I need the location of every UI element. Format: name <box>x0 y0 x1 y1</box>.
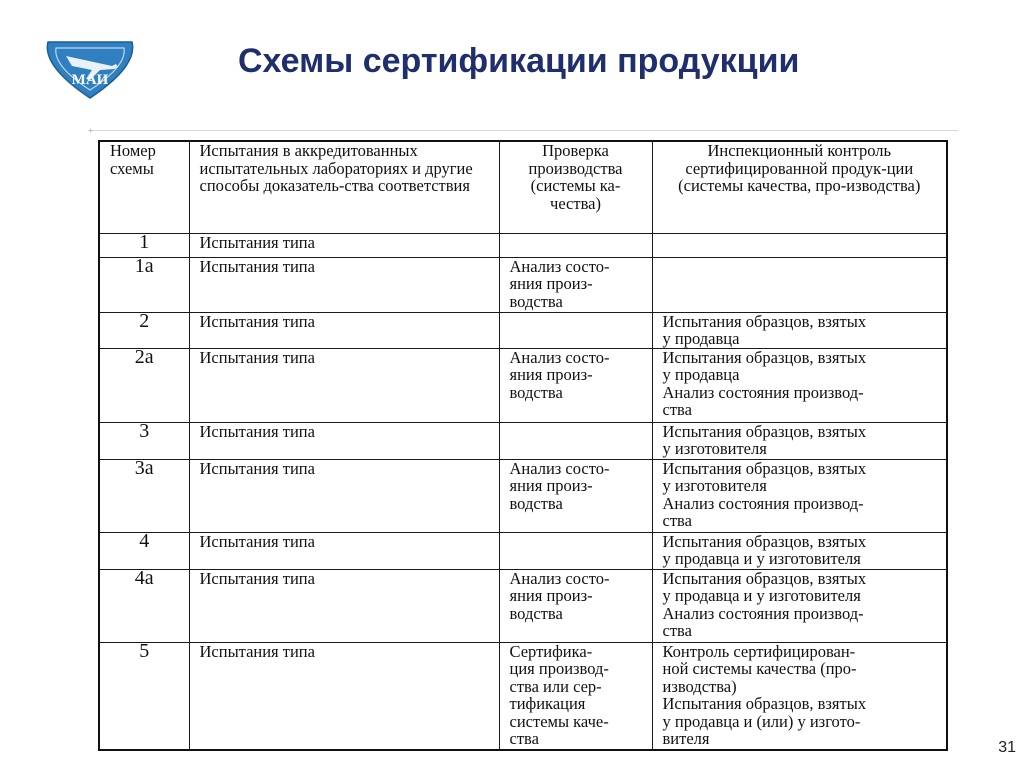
page-title: Схемы сертификации продукции <box>238 42 800 80</box>
tests-cell: Испытания типа <box>189 233 499 257</box>
cell-line: ства <box>662 621 692 640</box>
table-row <box>99 459 947 532</box>
cell-line: ция производ- <box>509 659 609 678</box>
certification-schemes-table <box>98 140 948 751</box>
cell-line: вителя <box>662 729 710 748</box>
table-row <box>99 569 947 642</box>
header-production-check: Проверка производства (системы ка-чества) <box>499 141 652 233</box>
table-row <box>99 312 947 348</box>
tests-cell: Испытания типа <box>189 348 499 422</box>
svg-text:МАИ: МАИ <box>71 72 109 88</box>
table-row <box>99 348 947 422</box>
production-check-cell <box>499 569 652 642</box>
scheme-number-cell: 3 <box>99 422 189 459</box>
cell-line: Испытания образцов, взятых <box>662 421 867 441</box>
cell-line: Контроль сертифицирован- <box>662 641 856 661</box>
table-row <box>99 532 947 569</box>
inspection-cell <box>652 569 947 642</box>
tests-cell: Испытания типа <box>189 569 499 642</box>
scheme-number-cell: 3a <box>99 459 189 532</box>
scheme-number-cell: 2a <box>99 348 189 422</box>
cell-line: Анализ состояния производ- <box>662 603 864 623</box>
cell-line: яния произ- <box>509 586 593 605</box>
cell-line: водства <box>509 382 563 402</box>
cell-line: у продавца и (или) у изгото- <box>662 711 861 731</box>
cell-line: у продавца <box>662 329 740 348</box>
tests-cell: Испытания типа <box>189 532 499 569</box>
inspection-cell <box>652 348 947 422</box>
table-row <box>99 233 947 257</box>
cell-line: Испытания образцов, взятых <box>662 458 867 478</box>
cell-line: ства или сер- <box>509 676 602 696</box>
table-row <box>99 257 947 312</box>
scheme-number-cell: 1 <box>99 233 189 257</box>
cell-line: Анализ состо- <box>509 458 610 478</box>
anchor-mark: + <box>88 126 94 136</box>
production-check-cell <box>499 422 652 459</box>
cell-line: у изготовителя <box>662 439 767 458</box>
cell-line: Сертифика- <box>509 641 593 661</box>
cell-line: Испытания образцов, взятых <box>662 568 867 588</box>
cell-line: системы каче- <box>509 711 609 731</box>
cell-line: Анализ состояния производ- <box>662 382 864 402</box>
tests-cell: Испытания типа <box>189 459 499 532</box>
cell-line: ства <box>662 400 692 419</box>
production-check-cell <box>499 233 652 257</box>
inspection-cell <box>652 422 947 459</box>
inspection-cell <box>652 642 947 750</box>
divider <box>88 130 958 131</box>
cell-line: у изготовителя <box>662 476 767 495</box>
scheme-number-cell: 2 <box>99 312 189 348</box>
cell-line: Анализ состо- <box>509 347 610 367</box>
cell-line: тификация <box>509 694 586 713</box>
cell-line: Анализ состо- <box>509 568 610 588</box>
inspection-cell <box>652 459 947 532</box>
cell-line: ства <box>509 729 539 748</box>
production-check-cell <box>499 642 652 750</box>
header-inspection: Инспекционный контроль сертифицированной продук-ции (системы качества, про-изводства) <box>652 141 947 233</box>
cell-line: изводства) <box>662 676 737 696</box>
tests-cell: Испытания типа <box>189 312 499 348</box>
cell-line: водства <box>509 603 563 623</box>
table-header-row <box>99 141 947 233</box>
scheme-number-cell: 1a <box>99 257 189 312</box>
cell-line: у продавца и у изготовителя <box>662 549 861 568</box>
cell-line: водства <box>509 493 563 513</box>
cell-line: водства <box>509 291 563 311</box>
production-check-cell <box>499 532 652 569</box>
inspection-cell <box>652 532 947 569</box>
cell-line: яния произ- <box>509 365 593 384</box>
cell-line: яния произ- <box>509 274 593 293</box>
scheme-number-cell: 4a <box>99 569 189 642</box>
inspection-cell <box>652 233 947 257</box>
cell-line: Испытания образцов, взятых <box>662 531 867 551</box>
header-tests: Испытания в аккредитованных испытательных лабораториях и другие способы доказатель-ства соответствия <box>189 141 499 233</box>
cell-line: у продавца <box>662 365 740 384</box>
cell-line: Испытания образцов, взятых <box>662 694 867 713</box>
cell-line: Анализ состо- <box>509 256 610 276</box>
cell-line: Испытания образцов, взятых <box>662 347 867 367</box>
mai-logo <box>42 36 138 100</box>
inspection-cell <box>652 257 947 312</box>
cell-line: у продавца и у изготовителя <box>662 586 861 605</box>
tests-cell: Испытания типа <box>189 642 499 750</box>
cell-line: яния произ- <box>509 476 593 495</box>
table-row <box>99 642 947 750</box>
cell-line: ной системы качества (про- <box>662 659 857 678</box>
production-check-cell <box>499 348 652 422</box>
page-number: 31 <box>998 739 1016 756</box>
scheme-number-cell: 4 <box>99 532 189 569</box>
header-number: Номер схемы <box>99 141 189 233</box>
cell-line: Анализ состояния производ- <box>662 493 864 513</box>
scheme-number-cell: 5 <box>99 642 189 750</box>
production-check-cell <box>499 459 652 532</box>
tests-cell: Испытания типа <box>189 257 499 312</box>
inspection-cell <box>652 312 947 348</box>
cell-line: Испытания образцов, взятых <box>662 311 867 331</box>
production-check-cell <box>499 257 652 312</box>
table-row <box>99 422 947 459</box>
tests-cell: Испытания типа <box>189 422 499 459</box>
cell-line: ства <box>662 511 692 530</box>
production-check-cell <box>499 312 652 348</box>
